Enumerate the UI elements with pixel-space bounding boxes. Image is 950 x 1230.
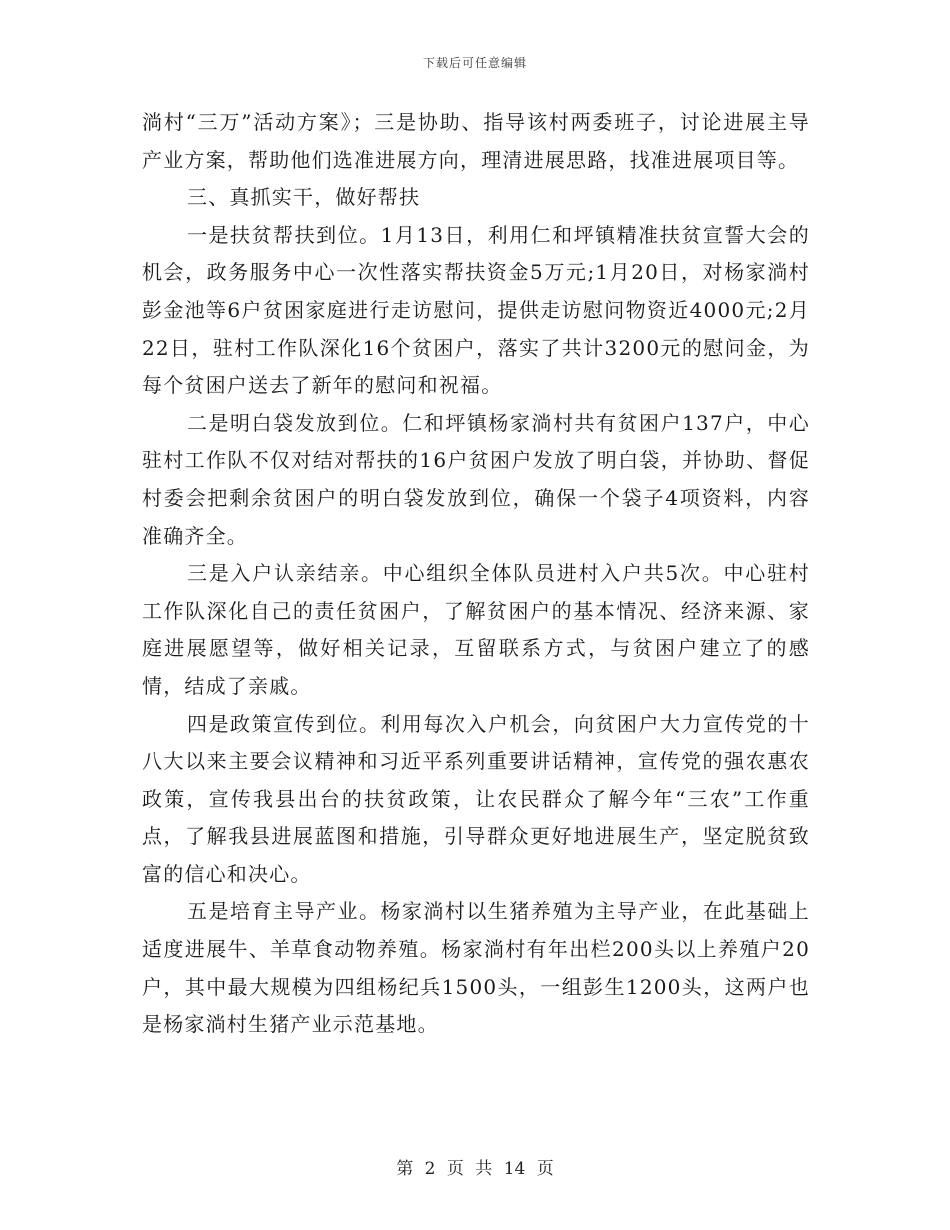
page-header: 下载后可任意编辑 <box>422 56 527 70</box>
paragraph-home-visits: 三是入户认亲结亲。中心组织全体队员进村入户共5次。中心驻村工作队深化自己的责任贫困户，了解贫困户的基本情况、经济来源、家庭进展愿望等，做好相关记录，互留联系方式，与贫困户建立了的感情，结成了亲戚。 <box>142 561 810 698</box>
document-body <box>142 104 810 1044</box>
paragraph-industry: 五是培育主导产业。杨家淌村以生猪养殖为主导产业，在此基础上适度进展牛、羊草食动物养殖。杨家淌村有年出栏200头以上养殖户20户，其中最大规模为四组杨纪兵1500头，一组彭生1200头，这两户也是杨家淌村生猪产业示范基地。 <box>142 899 810 1037</box>
page-number-footer: 第 2 页 共 14 页 <box>396 1159 554 1179</box>
paragraph-policy-promotion: 四是政策宣传到位。利用每次入户机会，向贫困户大力宣传党的十八大以来主要会议精神和习近平系列重要讲话精神，宣传党的强农惠农政策，宣传我县出台的扶贫政策，让农民群众了解今年“三农”工作重点，了解我县进展蓝图和措施，引导群众更好地进展生产，坚定脱贫致富的信心和决心。 <box>142 711 810 886</box>
paragraph-continuation: 淌村“三万”活动方案》；三是协助、指导该村两委班子，讨论进展主导产业方案，帮助他们选准进展方向，理清进展思路，找准进展项目等。 <box>142 110 810 172</box>
paragraph-info-bags: 二是明白袋发放到位。仁和坪镇杨家淌村共有贫困户137户，中心驻村工作队不仅对结对帮扶的16户贫困户发放了明白袋，并协助、督促村委会把剩余贫困户的明白袋发放到位，确保一个袋子4项资料，内容准确齐全。 <box>142 410 810 548</box>
section-heading: 三、真抓实干，做好帮扶 <box>187 185 421 210</box>
paragraph-poverty-aid: 一是扶贫帮扶到位。1月13日，利用仁和坪镇精准扶贫宣誓大会的机会，政务服务中心一次性落实帮扶资金5万元;1月20日，对杨家淌村彭金池等6户贫困家庭进行走访慰问，提供走访慰问物资近4000元;2月22日，驻村工作队深化16个贫困户，落实了共计3200元的慰问金，为每个贫困户送去了新年的慰问和祝福。 <box>142 222 810 398</box>
